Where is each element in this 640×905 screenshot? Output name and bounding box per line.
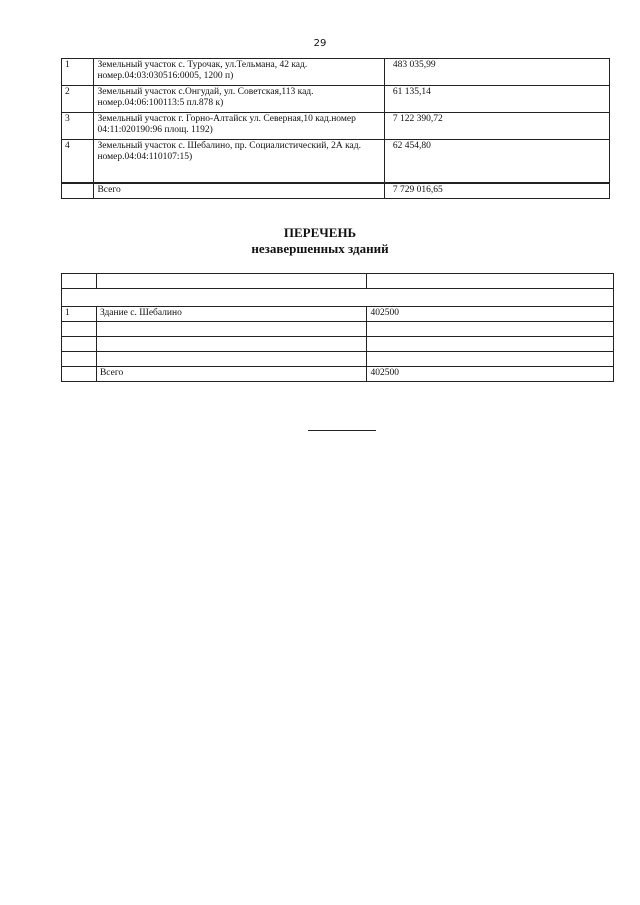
- total-row: [62, 367, 614, 382]
- total-label: Всего: [96, 367, 367, 382]
- section-subtitle: незавершенных зданий: [251, 241, 389, 256]
- empty-row: [62, 322, 614, 337]
- end-divider: [308, 430, 376, 431]
- total-row: [62, 183, 610, 199]
- empty-cell: [62, 322, 97, 337]
- row-description: Земельный участок с. Шебалино, пр. Социалистический, 2А кад. номер.04:04:110107:15): [94, 140, 384, 184]
- total-label: Всего: [94, 183, 384, 199]
- row-number: 2: [62, 86, 94, 113]
- land-plots-table: [61, 58, 610, 199]
- row-value: 402500: [367, 307, 614, 322]
- empty-cell: [96, 352, 367, 367]
- table-row: [62, 86, 610, 113]
- empty-row: [62, 337, 614, 352]
- row-value: 7 122 390,72: [384, 113, 609, 140]
- page-number: 29: [313, 38, 327, 49]
- empty-cell: [367, 352, 614, 367]
- table-row: [62, 307, 614, 322]
- row-number: 1: [62, 59, 94, 86]
- total-value: 7 729 016,65: [384, 183, 609, 199]
- empty-cell: [62, 367, 97, 382]
- row-description: Здание с. Шебалино: [96, 307, 367, 322]
- empty-cell: [96, 337, 367, 352]
- row-number: 1: [62, 307, 97, 322]
- section-title: ПЕРЕЧЕНЬ: [283, 225, 357, 240]
- row-description: Земельный участок с. Турочак, ул.Тельмана, 42 кад. номер.04:03:030516:0005, 1200 п): [94, 59, 384, 86]
- empty-cell: [96, 274, 367, 289]
- row-value: 61 135,14: [384, 86, 609, 113]
- empty-cell: [367, 274, 614, 289]
- empty-cell: [62, 352, 97, 367]
- table-row: [62, 140, 610, 184]
- empty-cell: [62, 183, 94, 199]
- row-description: Земельный участок с.Онгудай, ул. Советская,113 кад. номер.04:06:100113:5 пл.878 к): [94, 86, 384, 113]
- row-number: 4: [62, 140, 94, 184]
- row-description: Земельный участок г. Горно-Алтайск ул. Северная,10 кад.номер 04:11:020190:96 площ. 1192): [94, 113, 384, 140]
- total-value: 402500: [367, 367, 614, 382]
- empty-row: [62, 352, 614, 367]
- row-number: 3: [62, 113, 94, 140]
- row-value: 483 035,99: [384, 59, 609, 86]
- row-value: 62 454,80: [384, 140, 609, 184]
- empty-cell: [367, 337, 614, 352]
- header-row: [62, 274, 614, 289]
- empty-cell: [367, 322, 614, 337]
- empty-cell: [62, 289, 614, 307]
- table-row: [62, 113, 610, 140]
- unfinished-buildings-table: [61, 273, 614, 382]
- table-row: [62, 59, 610, 86]
- section-row: [62, 289, 614, 307]
- empty-cell: [62, 274, 97, 289]
- empty-cell: [96, 322, 367, 337]
- empty-cell: [62, 337, 97, 352]
